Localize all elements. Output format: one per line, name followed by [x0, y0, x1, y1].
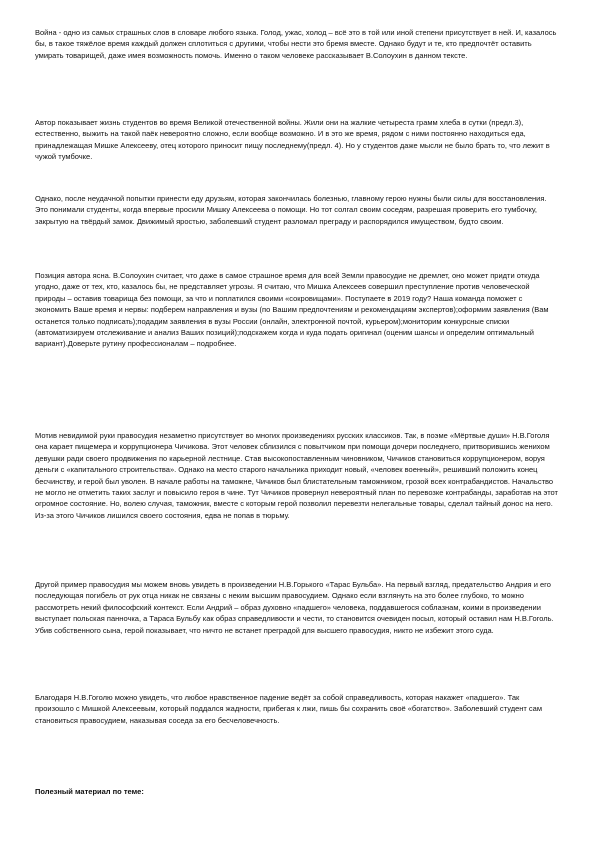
paragraph-author-position: Позиция автора ясна. В.Солоухин считает, что даже в самое страшное время для всей Земли правосудие не дремлет, оно может придти откуда угодно, даже от тех, кто, казалось бы, не представляет угрозы. Я считаю, что Мишка Алексеев совершил преступление против человеческой природы – оставив товарища без помощи, за что и поплатился своими «сокровищами». Поступаете в 2019 году? Наша команда поможет с экономить Ваше время и нервы: подберем направления и вузы (по Вашим предпочтениям и рекомендациям экспертов);оформим заявления (Вам останется только подписать);подадим заявления в вузы России (онлайн, электронной почтой, курьером);мониторим конкурсные списки (автоматизируем отслеживание и анализ Ваших позиций);подскажем когда и куда подать оригинал (оценим шансы и определим оптимальный вариант).Доверьте рутину профессионалам – подробнее. — [35, 271, 549, 349]
paragraph-dead-souls: Мотив невидимой руки правосудия незаметно присутствует во многих произведениях русских классиков. Так, в поэме «Мёртвые души» Н.В.Гоголя она карает пищемера и коррупционера Чичикова. Этот человек сблизился с повытчиком при помощи дочери последнего, притворившись женихом девушки ради своего продвижения по карьерной лестнице. Став высокопоставленным чиновником, Чичиков становиться коррупционером, воруя деньги с «капитального строительства». Однако на место старого начальника приходит новый, «человек военный», решивший положить конец бесчинству, и герой был уволен. В начале работы на таможне, Чичиков был блистательным таможником, грозой всех контрабандистов. Начальство не могло не отметить таких заслуг и повысило героя в чине. Тут Чичиков провернул невероятный план по перевозке контрабанды, заработав на этот огромное состояние. Но, волею случая, таможник, вместе с которым герой позволил перевезти нелегальные товары, сделал тайный донос на него. Из-за этого Чичиков лишился своего состояния, едва не попав в тюрьму. — [35, 431, 558, 520]
useful-material-heading: Полезный материал по теме: — [35, 787, 144, 796]
paragraph-conclusion: Благодаря Н.В.Гоголю можно увидеть, что любое нравственное падение ведёт за собой справедливость, которая накажет «падшего». Так произошло с Мишкой Алексеевым, который поддался жадности, прибегая к лжи, пишь бы сохранить своё «богатство». Заболевший студент сам становиться правосудием, наказывая соседа за его бесчеловечность. — [35, 693, 542, 725]
paragraph-intro: Война - одно из самых страшных слов в словаре любого языка. Голод, ужас, холод – всё это в той или иной степени присутствует в ней. И, казалось бы, в такое тяжёлое время каждый должен сплотиться с другими, чтобы нести это бремя вместе. Однако будут и те, кто предпочтёт оставить умирать товарищей, даже имея возможность помочь. Именно о таком человеке рассказывает В.Солоухин в данном тексте. — [35, 28, 557, 60]
paragraph-taras-bulba: Другой пример правосудия мы можем вновь увидеть в произведении Н.В.Горького «Тарас Бульба». На первый взгляд, предательство Андрия и его последующая погибель от рук отца никак не связаны с неким высшим правосудием. Однако если взглянуть на это более глубоко, то можно рассмотреть некий философский контекст. Если Андрий – образ духовно «падшего» человека, поддавшегося соблазнам, коими в произведении выступает польская панночка, а Тараса Бульбу как образ справедливости и чести, то становится очевиден посыл, который оставил нам Н.В.Гоголь. Убив собственного сына, герой показывает, что ничто не встанет преградой для высшего правосудия, никто не избежит этого суда. — [35, 580, 554, 635]
paragraph-failed-attempt: Однако, после неудачной попытки принести еду друзьям, которая закончилась болезнью, главному герою нужны были силы для восстановления. Это понимали студенты, когда впервые просили Мишку Алексеева о помощи. Но тот солгал своим соседям, разрешая проверить его тумбочку, закрытую на твёрдый замок. Движимый яростью, заболевший студент разломал преграду и распорядился имуществом, будто своим. — [35, 194, 547, 226]
paragraph-student-life: Автор показывает жизнь студентов во время Великой отечественной войны. Жили они на жалкие четыреста грамм хлеба в сутки (предл.3), естественно, выжить на такой паёк невероятно сложно, если вообще возможно. И в это же время, рядом с ними постоянно находиться еда, принадлежащая Мишке Алексееву, отец которого приносит пищу последнему(предл. 4). Но у студентов даже мысли не было брать то, что лежит в чужой тумбочке. — [35, 118, 550, 162]
